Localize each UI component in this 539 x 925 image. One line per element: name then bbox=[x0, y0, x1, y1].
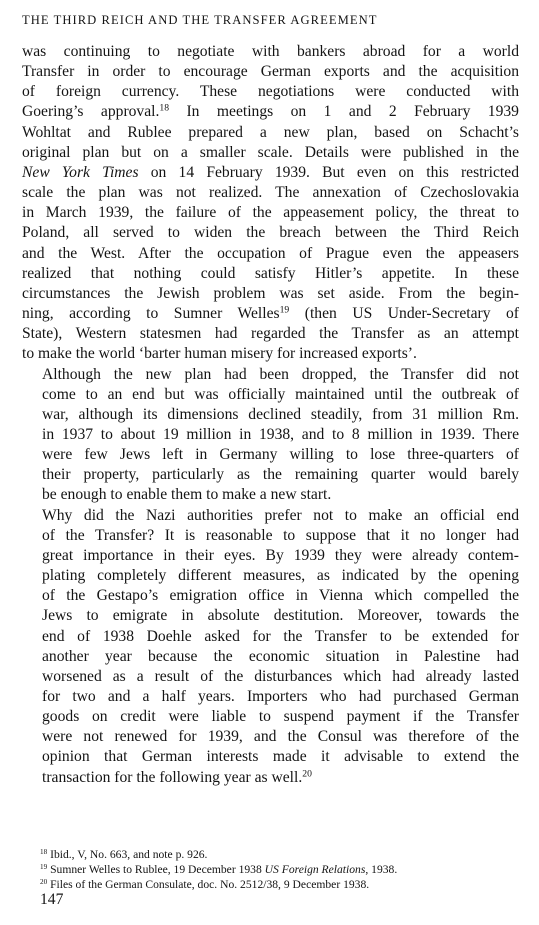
text-line: come to an end but was officially maintained until the outbreak of bbox=[42, 385, 519, 403]
text-line: of the Gestapo’s emigration office in Vienna which compelled the bbox=[42, 587, 519, 605]
text-line: Wohltat and Rublee prepared a new plan, based on Schacht’s bbox=[22, 123, 519, 141]
footnote-ref: 18 bbox=[159, 103, 170, 115]
text-line: Although the new plan had been dropped, the Transfer did not bbox=[42, 365, 519, 383]
text-line: original plan but on a smaller scale. Details were published in the bbox=[22, 143, 519, 161]
paragraph-1 bbox=[22, 42, 519, 365]
footnote-mark: 20 bbox=[40, 878, 48, 887]
text-line: was continuing to negotiate with bankers abroad for a world bbox=[22, 43, 519, 60]
footnote-text: Ibid., V, No. 663, and note p. 926. bbox=[47, 848, 208, 861]
footnote-ref: 20 bbox=[302, 768, 312, 780]
text-line: Jews to emigrate in absolute destitution. Moreover, towards the bbox=[42, 607, 519, 625]
text-line: war, although its dimensions declined steadily, from 31 million Rm. bbox=[42, 405, 519, 423]
footnote-ref: 19 bbox=[279, 304, 290, 316]
text-line: Poland, all served to widen the breach between the Third Reich bbox=[22, 224, 519, 242]
paragraph-2 bbox=[22, 365, 519, 506]
text-line: to make the world ‘barter human misery for increased exports’. bbox=[22, 345, 417, 363]
text-line: and the West. After the occupation of Prague even the appeasers bbox=[22, 244, 519, 262]
text-line: scale the plan was not realized. The annexation of Czechoslovakia bbox=[22, 184, 519, 202]
footnote-19 bbox=[40, 862, 525, 877]
text-line: State), Western statesmen had regarded the Transfer as an attempt bbox=[22, 325, 519, 343]
text-line: great importance in their eyes. By 1939 they were already contem- bbox=[42, 546, 519, 564]
text-line: end of 1938 Doehle asked for the Transfer to be extended for bbox=[42, 627, 519, 645]
page-number: 147 bbox=[40, 891, 64, 908]
running-head: THE THIRD REICH AND THE TRANSFER AGREEMENT bbox=[22, 13, 378, 27]
text-line: opinion that German interests made it advisable to extend the bbox=[42, 748, 519, 766]
text-line: circumstances the Jewish problem was set aside. From the begin- bbox=[22, 284, 519, 302]
text-line: Why did the Nazi authorities prefer not to make an official end bbox=[42, 506, 519, 524]
body-text bbox=[22, 42, 519, 788]
newspaper-title: New York Times bbox=[22, 163, 139, 181]
text-line: ning, according to Sumner Welles$^{19}$ (then US Under-Secretary of bbox=[22, 304, 519, 323]
footnotes bbox=[40, 847, 525, 893]
text-line: Goering’s approval.$^{18}$ In meetings on 1 and 2 February 1939 bbox=[22, 103, 519, 121]
text-line: their property, particularly as the remaining quarter would barely bbox=[42, 466, 519, 484]
footnote-text: Files of the German Consulate, doc. No. 2512/38, 9 December 1938. bbox=[47, 878, 370, 892]
text-line: of the Transfer? It is reasonable to suppose that it no longer had bbox=[42, 526, 519, 544]
text-line: in 1937 to about 19 million in 1938, and to 8 million in 1939. There bbox=[42, 425, 519, 443]
text-line: Transfer in order to encourage German exports and the acquisition bbox=[22, 63, 519, 81]
footnote-mark: 18 bbox=[40, 848, 48, 857]
source-title: US Foreign Relations bbox=[264, 863, 366, 877]
text-line: were not renewed for 1939, and the Consul was therefore of the bbox=[42, 728, 519, 746]
text-line: plating completely different measures, as indicated by the opening bbox=[42, 567, 519, 585]
text-line: of foreign currency. These negotiations were conducted with bbox=[22, 83, 519, 101]
text-line: realized that nothing could satisfy Hitler’s appetite. In these bbox=[22, 264, 519, 282]
footnote-mark: 19 bbox=[40, 863, 48, 872]
text-line: New York Times on 14 February 1939. But even on this restricted bbox=[22, 163, 519, 181]
paragraph-3 bbox=[22, 506, 519, 788]
footnote-20 bbox=[40, 877, 525, 892]
text-line: goods on credit were liable to suspend payment if the Transfer bbox=[42, 708, 519, 726]
text-line: worsened as a result of the disturbances which had already lasted bbox=[42, 667, 519, 685]
text-line: were few Jews left in Germany willing to lose three-quarters of bbox=[42, 446, 519, 464]
footnote-18 bbox=[40, 847, 525, 862]
text-line: transaction for the following year as well.$^{20}$ bbox=[42, 768, 312, 786]
text-line: another year because the economic situation in Palestine had bbox=[42, 647, 519, 665]
text-line: for two and a half years. Importers who had purchased German bbox=[42, 688, 519, 705]
footnote-text: Sumner Welles to Rublee, 19 December 1938 bbox=[47, 863, 265, 877]
text-line: in March 1939, the failure of the appeasement policy, the threat to bbox=[22, 204, 519, 222]
text-line: be enough to enable them to make a new start. bbox=[42, 486, 332, 504]
footnote-text: , 1938. bbox=[365, 863, 398, 877]
